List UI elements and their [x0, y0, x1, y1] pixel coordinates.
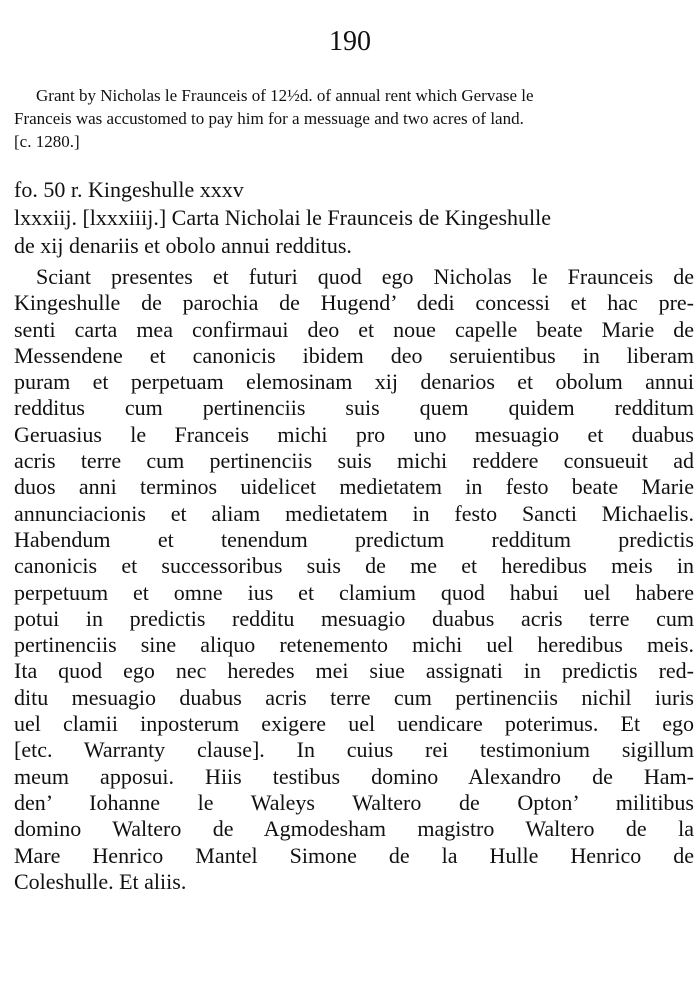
summary-line: Grant by Nicholas le Fraunceis of 12½d. of annual rent which Gervase le — [36, 86, 534, 105]
text-line: Coleshulle. Et aliis. — [14, 868, 187, 894]
text-line: meum apposui. Hiis testibus domino Alexandro de Ham- — [14, 763, 694, 789]
document-summary — [14, 84, 686, 153]
text-line: Habendum et tenendum predictum redditum predictis — [14, 526, 694, 552]
folio-reference: fo. 50 r. Kingeshulle xxxv — [14, 177, 244, 202]
text-line: ditu mesuagio duabus acris terre cum pertinenciis nichil iuris — [14, 684, 694, 710]
text-line: duos anni terminos uidelicet medietatem in festo beate Marie — [14, 474, 694, 500]
text-line: den’ Iohanne le Waleys Waltero de Opton’ militibus — [14, 789, 694, 815]
text-line: Mare Henrico Mantel Simone de la Hulle Henrico de — [14, 842, 694, 868]
text-line: puram et perpetuam elemosinam xij denarios et obolum annui — [14, 369, 694, 395]
charter-text — [14, 264, 694, 895]
rubric-line: lxxxiij. [lxxxiiij.] Carta Nicholai le Fraunceis de Kingeshulle — [14, 205, 552, 230]
text-line: domino Waltero de Agmodesham magistro Waltero de la — [14, 816, 694, 842]
charter-heading — [14, 176, 694, 260]
summary-date: [c. 1280.] — [14, 132, 80, 151]
text-line: pertinenciis sine aliquo retenemento michi uel heredibus meis. — [14, 632, 694, 658]
text-line: annunciacionis et aliam medietatem in festo Sancti Michaelis. — [14, 500, 694, 526]
text-line: Messendene et canonicis ibidem deo seruientibus in liberam — [14, 342, 694, 368]
text-line: Sciant presentes et futuri quod ego Nicholas le Fraunceis de — [36, 264, 694, 289]
summary-line: Franceis was accustomed to pay him for a messuage and two acres of land. — [14, 109, 524, 128]
text-line: [etc. Warranty clause]. In cuius rei testimonium sigillum — [14, 737, 694, 763]
text-line: potui in predictis redditu mesuagio duabus acris terre cum — [14, 605, 694, 631]
text-line: acris terre cum pertinenciis suis michi reddere consueuit ad — [14, 448, 694, 474]
text-line: Kingeshulle de parochia de Hugend’ dedi concessi et hac pre- — [14, 290, 694, 316]
text-line: perpetuum et omne ius et clamium quod habui uel habere — [14, 579, 694, 605]
text-line: uel clamii inposterum exigere uel uendicare poterimus. Et ego — [14, 711, 694, 737]
text-line: senti carta mea confirmaui deo et noue capelle beate Marie de — [14, 316, 694, 342]
text-line: redditus cum pertinenciis suis quem quidem redditum — [14, 395, 694, 421]
text-line: Geruasius le Franceis michi pro uno mesuagio et duabus — [14, 421, 694, 447]
text-line: canonicis et successoribus suis de me et heredibus meis in — [14, 553, 694, 579]
page-number: 190 — [329, 26, 371, 57]
text-line: Ita quod ego nec heredes mei siue assignati in predictis red- — [14, 658, 694, 684]
rubric-line: de xij denariis et obolo annui redditus. — [14, 233, 352, 258]
